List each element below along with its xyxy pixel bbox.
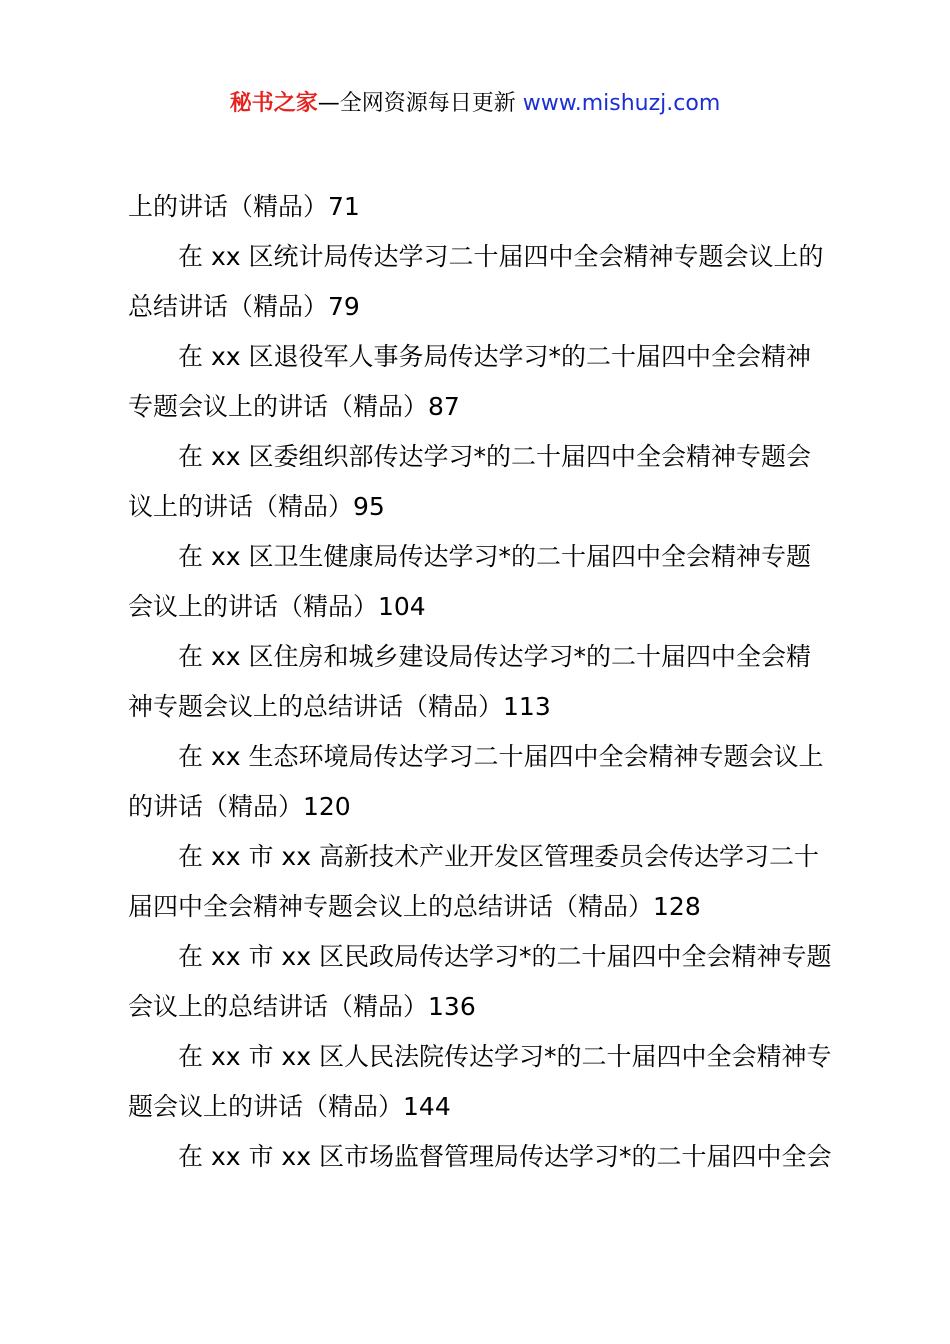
toc-entry: 在 xx 生态环境局传达学习二十届四中全会精神专题会议上 bbox=[178, 742, 824, 771]
site-url-link[interactable]: www.mishuzj.com bbox=[522, 91, 721, 116]
header-tagline: —全网资源每日更新 bbox=[317, 91, 523, 116]
toc-entry: 在 xx 区统计局传达学习二十届四中全会精神专题会议上的 bbox=[178, 242, 824, 271]
toc-entry: 在 xx 市 xx 高新技术产业开发区管理委员会传达学习二十 bbox=[178, 842, 819, 871]
toc-entry: 在 xx 市 xx 区民政局传达学习*的二十届四中全会精神专题 bbox=[178, 942, 832, 971]
toc-line: 专题会议上的讲话（精品）87 bbox=[128, 392, 460, 421]
site-header bbox=[0, 88, 950, 120]
brand-name: 秘书之家 bbox=[229, 91, 318, 116]
toc-line: 总结讲话（精品）79 bbox=[128, 292, 360, 321]
toc-entry: 在 xx 区卫生健康局传达学习*的二十届四中全会精神专题 bbox=[178, 542, 811, 571]
toc-entry: 在 xx 区委组织部传达学习*的二十届四中全会精神专题会 bbox=[178, 442, 811, 471]
toc-entry: 在 xx 市 xx 区人民法院传达学习*的二十届四中全会精神专 bbox=[178, 1042, 832, 1071]
toc-line: 届四中全会精神专题会议上的总结讲话（精品）128 bbox=[128, 892, 701, 921]
toc-line: 议上的讲话（精品）95 bbox=[128, 492, 385, 521]
toc-entry: 在 xx 区住房和城乡建设局传达学习*的二十届四中全会精 bbox=[178, 642, 811, 671]
toc-entry: 在 xx 区退役军人事务局传达学习*的二十届四中全会精神 bbox=[178, 342, 811, 371]
toc-line: 题会议上的讲话（精品）144 bbox=[128, 1092, 451, 1121]
toc-line: 上的讲话（精品）71 bbox=[128, 192, 360, 221]
toc-line: 神专题会议上的总结讲话（精品）113 bbox=[128, 692, 551, 721]
toc-entry: 在 xx 市 xx 区市场监督管理局传达学习*的二十届四中全会 bbox=[178, 1142, 832, 1171]
toc-line: 会议上的总结讲话（精品）136 bbox=[128, 992, 476, 1021]
toc-line: 会议上的讲话（精品）104 bbox=[128, 592, 426, 621]
table-of-contents bbox=[128, 182, 838, 1182]
toc-line: 的讲话（精品）120 bbox=[128, 792, 351, 821]
